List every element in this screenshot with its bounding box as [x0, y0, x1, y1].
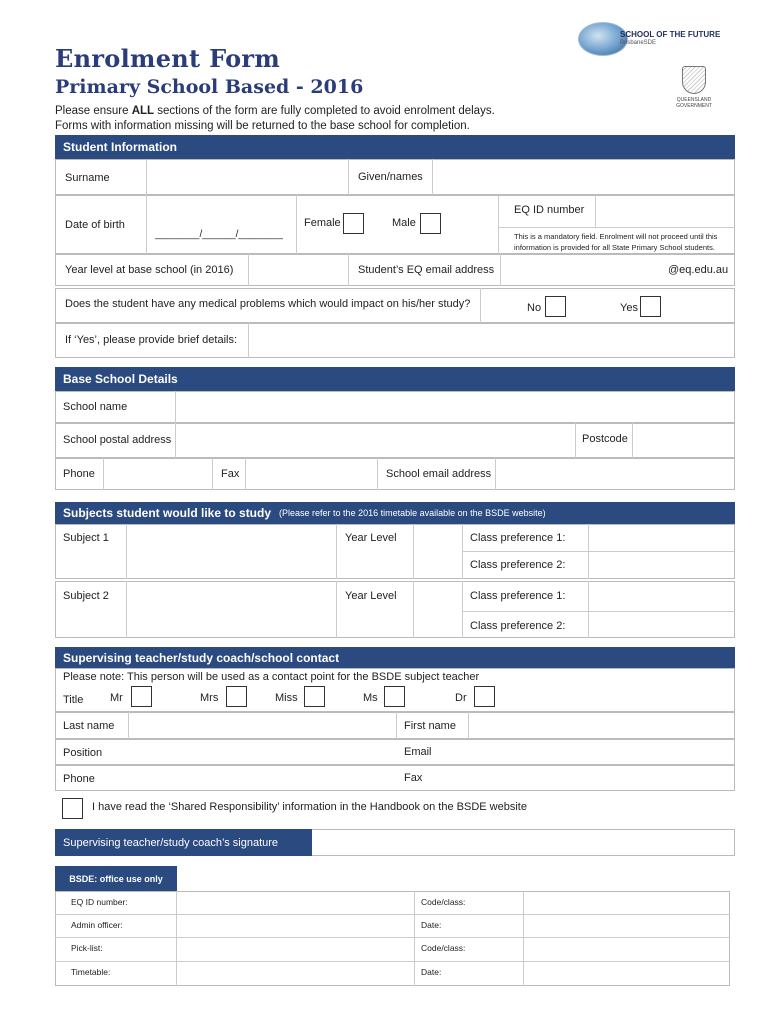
divider	[55, 937, 730, 938]
divider	[296, 195, 297, 254]
office-date-label: Date:	[421, 920, 442, 930]
student-email-input[interactable]	[501, 255, 666, 285]
eq-id-input[interactable]	[596, 196, 734, 226]
dr-checkbox[interactable]	[474, 686, 495, 707]
intro-text	[55, 104, 655, 134]
ms-label: Ms	[363, 692, 378, 704]
female-label: Female	[304, 217, 341, 229]
no-label: No	[527, 302, 542, 314]
medical-question: Does the student have any medical problems which would impact on his/her study?	[65, 298, 471, 310]
postcode-input[interactable]	[633, 424, 733, 457]
last-name-label: Last name	[63, 720, 115, 732]
page-title: Enrolment Form	[55, 44, 281, 73]
subject1-year-label: Year Level	[345, 532, 397, 544]
subject2-input[interactable]	[127, 582, 335, 637]
divider	[336, 581, 337, 638]
eq-id-label: EQ ID number	[514, 204, 585, 216]
yes-label: Yes	[620, 302, 638, 314]
surname-label: Surname	[65, 172, 110, 184]
school-fax-input[interactable]	[246, 459, 376, 489]
supervisor-fax-input[interactable]	[469, 766, 733, 790]
supervisor-phone-input[interactable]	[129, 766, 395, 790]
queensland-government-logo	[670, 66, 718, 114]
supervisor-header: Supervising teacher/study coach/school contact	[55, 647, 735, 668]
position-input[interactable]	[129, 740, 395, 764]
subject2-pref1-label: Class preference 1:	[470, 590, 566, 602]
postal-label: School postal address	[63, 434, 172, 446]
subject1-pref2-label: Class preference 2:	[470, 559, 566, 571]
school-phone-input[interactable]	[104, 459, 211, 489]
logo-school-sub: BrisbaneSDE	[620, 40, 657, 46]
subject2-label: Subject 2	[63, 590, 109, 602]
crest-icon	[682, 66, 706, 94]
medical-yes-checkbox[interactable]	[640, 296, 661, 317]
dob-label: Date of birth	[65, 219, 125, 231]
intro-line1-bold: ALL	[131, 105, 155, 117]
supervisor-fax-label: Fax	[404, 772, 423, 784]
supervisor-email-label: Email	[404, 746, 432, 758]
supervisor-note: Please note: This person will be used as a contact point for the BSDE subject teacher	[63, 671, 480, 683]
miss-label: Miss	[275, 692, 298, 704]
miss-checkbox[interactable]	[304, 686, 325, 707]
school-email-label: School email address	[386, 468, 492, 480]
subject1-pref1-input[interactable]	[589, 525, 733, 550]
email-suffix: @eq.edu.au	[668, 264, 729, 276]
subject1-input[interactable]	[127, 525, 335, 578]
dob-input[interactable]: ________/______/________	[155, 229, 283, 240]
subjects-header-note: (Please refer to the 2016 timetable available on the BSDE website)	[279, 508, 546, 518]
medical-details-label: If ‘Yes’, please provide brief details:	[65, 334, 238, 346]
subjects-header-title: Subjects student would like to study	[63, 506, 272, 520]
student-info-header: Student Information	[55, 135, 735, 159]
medical-no-checkbox[interactable]	[545, 296, 566, 317]
subject2-year-input[interactable]	[414, 582, 461, 637]
eq-id-note-2: information is provided for all State Primary School students.	[514, 243, 715, 252]
school-of-the-future-logo	[578, 20, 738, 60]
subject2-pref2-label: Class preference 2:	[470, 620, 566, 632]
divider	[414, 891, 415, 986]
globe-icon	[578, 22, 628, 56]
year-level-label: Year level at base school (in 2016)	[65, 264, 234, 276]
divider	[575, 423, 576, 458]
logo-school-name: SCHOOL OF THE FUTURE	[620, 30, 721, 39]
ms-checkbox[interactable]	[384, 686, 405, 707]
page-subtitle: Primary School Based - 2016	[55, 76, 364, 98]
title-label: Title	[63, 694, 84, 706]
divider	[176, 891, 177, 986]
intro-line1-post: sections of the form are fully completed to avoid enrolment delays.	[154, 105, 495, 117]
first-name-label: First name	[404, 720, 456, 732]
office-use-table	[55, 891, 730, 986]
divider	[348, 159, 349, 195]
supervisor-phone-label: Phone	[63, 773, 95, 785]
last-name-input[interactable]	[129, 713, 395, 738]
office-use-header: BSDE: office use only	[55, 866, 177, 891]
intro-line1-pre: Please ensure	[55, 105, 132, 117]
divider	[348, 254, 349, 286]
student-email-label: Student’s EQ email address	[358, 264, 495, 276]
divider	[498, 195, 499, 254]
mr-label: Mr	[110, 692, 123, 704]
given-names-label: Given/names	[358, 171, 423, 183]
divider	[55, 914, 730, 915]
subject1-year-input[interactable]	[414, 525, 461, 578]
intro-line2: Forms with information missing will be returned to the base school for completion.	[55, 120, 470, 132]
subject2-year-label: Year Level	[345, 590, 397, 602]
office-admin-label: Admin officer:	[71, 920, 123, 930]
divider	[480, 288, 481, 323]
subject1-label: Subject 1	[63, 532, 109, 544]
shared-responsibility-label: I have read the ‘Shared Responsibility’ information in the Handbook on the BSDE website	[92, 801, 527, 813]
postcode-label: Postcode	[582, 433, 628, 445]
divider	[212, 458, 213, 490]
subject1-pref2-input[interactable]	[589, 552, 733, 578]
office-code-class-label: Code/class:	[421, 897, 466, 907]
subject2-pref2-input[interactable]	[589, 612, 733, 637]
school-fax-label: Fax	[221, 468, 240, 480]
divider	[336, 524, 337, 579]
subject1-pref1-label: Class preference 1:	[470, 532, 566, 544]
year-level-input[interactable]	[249, 255, 347, 285]
divider	[462, 581, 463, 638]
eq-id-note-1: This is a mandatory field. Enrolment will not proceed until this	[514, 232, 718, 241]
medical-details-input[interactable]	[249, 324, 733, 357]
given-names-input[interactable]	[433, 160, 733, 194]
dr-label: Dr	[455, 692, 467, 704]
office-date-label-2: Date:	[421, 967, 442, 977]
supervisor-email-input[interactable]	[469, 740, 733, 764]
mr-checkbox[interactable]	[131, 686, 152, 707]
divider	[377, 458, 378, 490]
mrs-label: Mrs	[200, 692, 219, 704]
shared-responsibility-checkbox[interactable]	[62, 798, 83, 819]
base-school-header: Base School Details	[55, 367, 735, 391]
signature-input[interactable]	[313, 830, 733, 855]
divider	[498, 227, 735, 228]
surname-input[interactable]	[147, 160, 347, 194]
divider	[523, 891, 524, 986]
school-email-input[interactable]	[496, 459, 733, 489]
mrs-checkbox[interactable]	[226, 686, 247, 707]
position-label: Position	[63, 747, 103, 759]
logo-gov-name: QUEENSLAND GOVERNMENT	[676, 97, 712, 109]
subject2-pref1-input[interactable]	[589, 582, 733, 610]
office-code-class-label-2: Code/class:	[421, 943, 466, 953]
school-name-input[interactable]	[176, 392, 733, 422]
school-name-label: School name	[63, 401, 128, 413]
postal-input[interactable]	[176, 424, 574, 457]
first-name-input[interactable]	[469, 713, 733, 738]
office-pick-list-label: Pick-list:	[71, 943, 103, 953]
male-checkbox[interactable]	[420, 213, 441, 234]
divider	[55, 961, 730, 962]
office-timetable-label: Timetable:	[71, 967, 111, 977]
signature-label: Supervising teacher/study coach’s signature	[55, 829, 312, 856]
office-eq-id-label: EQ ID number:	[71, 897, 128, 907]
school-phone-label: Phone	[63, 468, 95, 480]
subjects-header	[55, 502, 735, 524]
divider	[146, 195, 147, 254]
male-label: Male	[392, 217, 416, 229]
female-checkbox[interactable]	[343, 213, 364, 234]
